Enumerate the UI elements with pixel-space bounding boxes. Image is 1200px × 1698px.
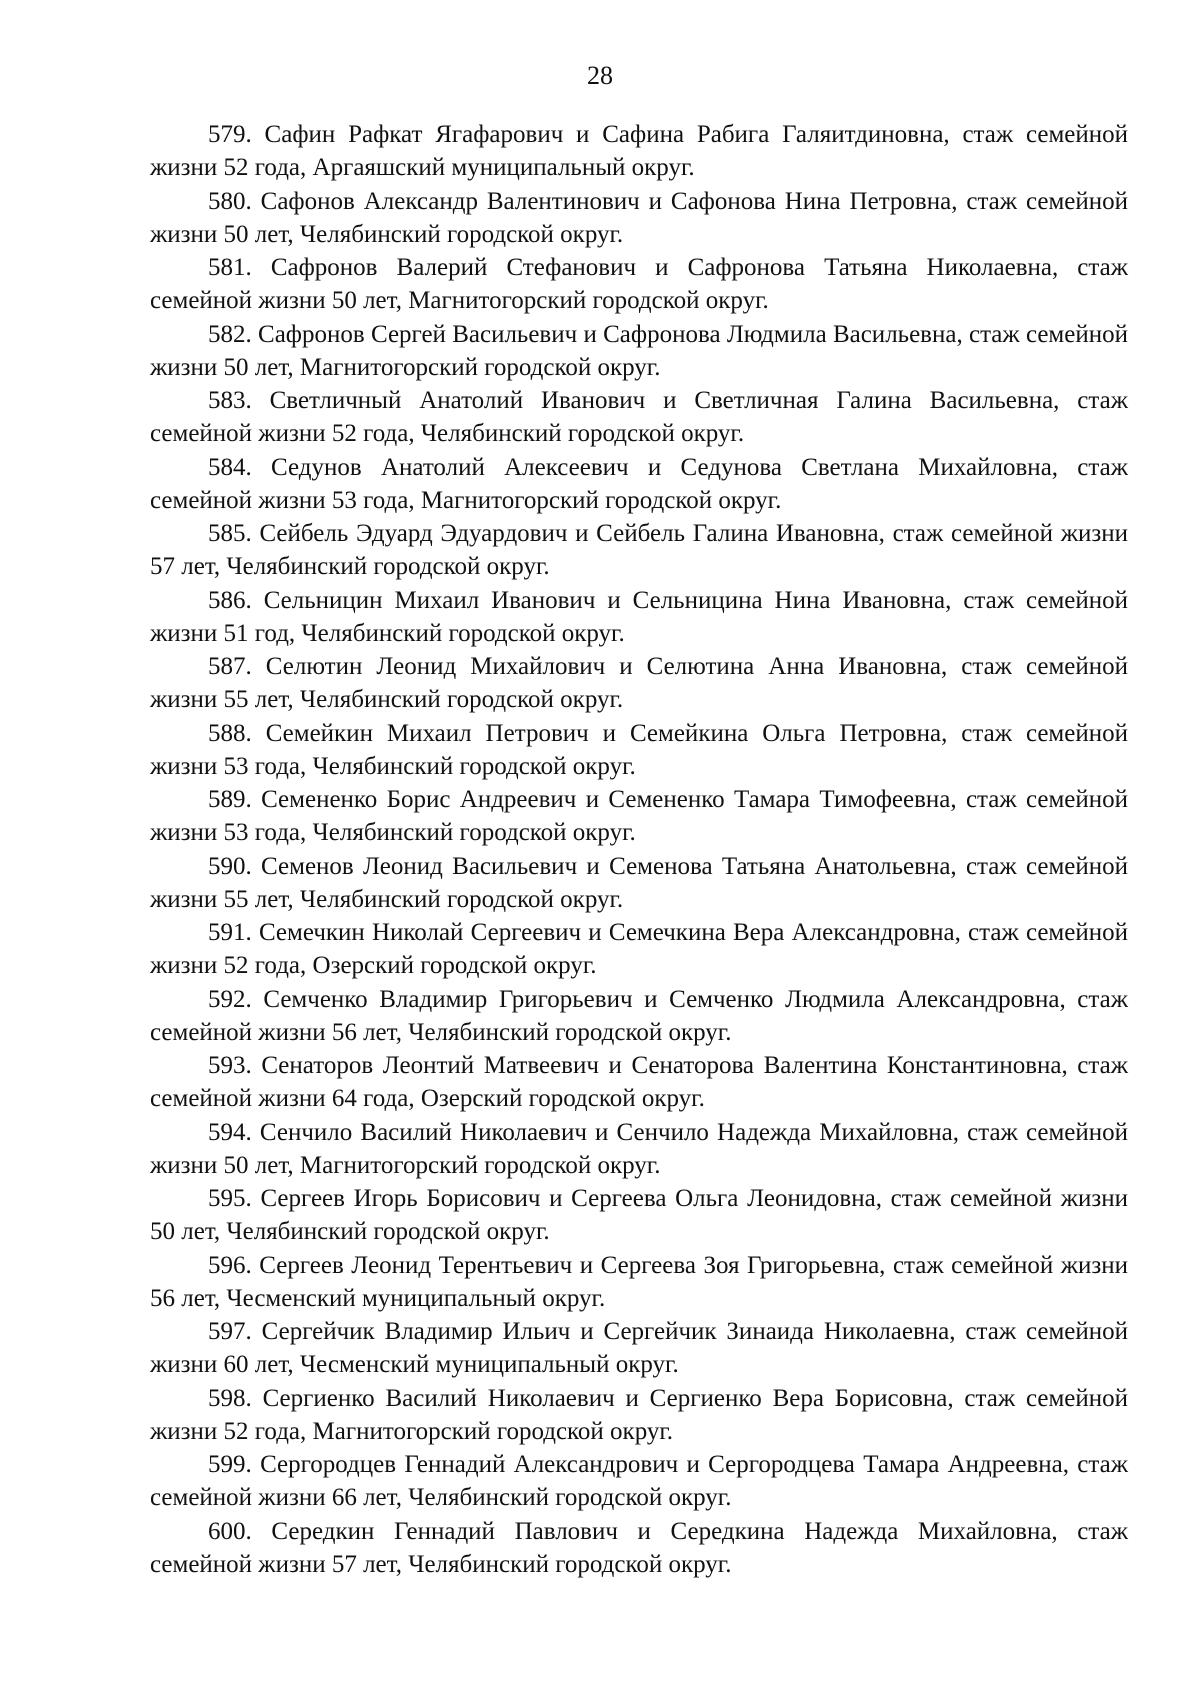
entry-number: 594. <box>208 1118 252 1146</box>
entry-text: Сергейчик Владимир Ильич и Сергейчик Зинаида Николаевна, стаж семейной жизни 60 лет, Чесменский муниципальный округ. <box>150 1318 1129 1378</box>
entry-number: 599. <box>208 1451 252 1478</box>
entry-number: 582. <box>208 320 252 348</box>
entry-number: 583. <box>208 387 252 414</box>
list-item <box>150 1382 1128 1448</box>
entry-text: Семченко Владимир Григорьевич и Семченко Людмила Александровна, стаж семейной жизни 56 лет, Челябинский городской округ. <box>150 985 1128 1046</box>
entry-text: Селютин Леонид Михайлович и Селютина Анна Ивановна, стаж семейной жизни 55 лет, Челябинский городской округ. <box>150 653 1129 713</box>
list-item <box>150 1315 1128 1381</box>
list-item <box>150 1515 1128 1581</box>
entry-number: 600. <box>208 1517 252 1545</box>
entry-text: Светличный Анатолий Иванович и Светличная Галина Васильевна, стаж семейной жизни 52 года, Челябинский городской округ. <box>150 387 1128 447</box>
list-item <box>150 1116 1128 1182</box>
entry-text: Середкин Геннадий Павлович и Середкина Надежда Михайловна, стаж семейной жизни 57 лет, Челябинский городской округ. <box>150 1517 1128 1578</box>
entry-text: Сельницин Михаил Иванович и Сельницина Нина Ивановна, стаж семейной жизни 51 год, Челябинский городской округ. <box>150 586 1128 647</box>
entry-text: Сафронов Сергей Васильевич и Сафронова Людмила Васильевна, стаж семейной жизни 50 лет, Магнитогорский городской округ. <box>150 320 1128 381</box>
list-item <box>150 384 1128 450</box>
entry-number: 587. <box>208 653 252 680</box>
list-item <box>150 783 1128 849</box>
entry-text: Сергеев Леонид Терентьевич и Сергеева Зоя Григорьевна, стаж семейной жизни 56 лет, Чесменский муниципальный округ. <box>150 1251 1129 1312</box>
list-item <box>150 1249 1128 1315</box>
entry-text: Сафин Рафкат Ягафарович и Сафина Рабига Галяитдиновна, стаж семейной жизни 52 года, Аргаяшский муниципальный округ. <box>150 121 1128 181</box>
entry-number: 593. <box>208 1052 252 1079</box>
entry-text: Сенаторов Леонтий Матвеевич и Сенаторова Валентина Константиновна, стаж семейной жизни 64 года, Озерский городской округ. <box>150 1052 1128 1112</box>
entry-number: 581. <box>208 254 252 281</box>
entry-text: Семененко Борис Андреевич и Семененко Тамара Тимофеевна, стаж семейной жизни 53 года, Челябинский городской округ. <box>150 786 1129 846</box>
list-item <box>150 650 1128 716</box>
list-item <box>150 1049 1128 1115</box>
entry-number: 592. <box>208 985 252 1013</box>
entry-number: 591. <box>208 919 252 946</box>
entry-text: Сергиенко Василий Николаевич и Сергиенко Вера Борисовна, стаж семейной жизни 52 года, Магнитогорский городской округ. <box>150 1384 1129 1445</box>
entry-text: Семечкин Николай Сергеевич и Семечкина Вера Александровна, стаж семейной жизни 52 года, Озерский городской округ. <box>150 919 1128 979</box>
entry-number: 596. <box>208 1251 252 1279</box>
entry-number: 586. <box>208 586 252 614</box>
list-item <box>150 850 1128 916</box>
entry-text: Сергеев Игорь Борисович и Сергеева Ольга Леонидовна, стаж семейной жизни 50 лет, Челябинский городской округ. <box>150 1185 1129 1245</box>
list-item <box>150 185 1128 251</box>
list-item <box>150 517 1128 583</box>
list-item <box>150 1182 1128 1248</box>
entry-number: 589. <box>208 786 252 813</box>
entries-list <box>150 118 1128 1581</box>
list-item <box>150 451 1128 517</box>
entry-number: 580. <box>208 187 252 215</box>
entry-text: Сергородцев Геннадий Александрович и Сергородцева Тамара Андреевна, стаж семейной жизни 66 лет, Челябинский городской округ. <box>150 1451 1128 1511</box>
list-item <box>150 318 1128 384</box>
entry-number: 598. <box>208 1384 252 1412</box>
list-item <box>150 916 1128 982</box>
entry-number: 584. <box>208 453 252 481</box>
entry-number: 597. <box>208 1318 252 1345</box>
entry-text: Семенов Леонид Васильевич и Семенова Татьяна Анатольевна, стаж семейной жизни 55 лет, Челябинский городской округ. <box>150 852 1128 913</box>
entry-text: Сенчило Василий Николаевич и Сенчило Надежда Михайловна, стаж семейной жизни 50 лет, Магнитогорский городской округ. <box>150 1118 1129 1179</box>
entry-text: Сейбель Эдуард Эдуардович и Сейбель Галина Ивановна, стаж семейной жизни 57 лет, Челябинский городской округ. <box>150 520 1128 580</box>
list-item <box>150 1448 1128 1514</box>
list-item <box>150 118 1128 184</box>
list-item <box>150 983 1128 1049</box>
entry-text: Сафронов Валерий Стефанович и Сафронова Татьяна Николаевна, стаж семейной жизни 50 лет, Магнитогорский городской округ. <box>150 254 1128 314</box>
entry-text: Седунов Анатолий Алексеевич и Седунова Светлана Михайловна, стаж семейной жизни 53 года, Магнитогорский городской округ. <box>150 453 1129 514</box>
entry-text: Сафонов Александр Валентинович и Сафонова Нина Петровна, стаж семейной жизни 50 лет, Челябинский городской округ. <box>150 187 1128 248</box>
list-item <box>150 584 1128 650</box>
list-item <box>150 251 1128 317</box>
entry-text: Семейкин Михаил Петрович и Семейкина Ольга Петровна, стаж семейной жизни 53 года, Челябинский городской округ. <box>150 719 1128 780</box>
entry-number: 579. <box>208 121 252 148</box>
entry-number: 588. <box>208 719 252 747</box>
page-number: 28 <box>587 61 613 90</box>
entry-number: 585. <box>208 520 252 547</box>
list-item <box>150 717 1128 783</box>
entry-number: 595. <box>208 1185 252 1212</box>
entry-number: 590. <box>208 852 252 880</box>
